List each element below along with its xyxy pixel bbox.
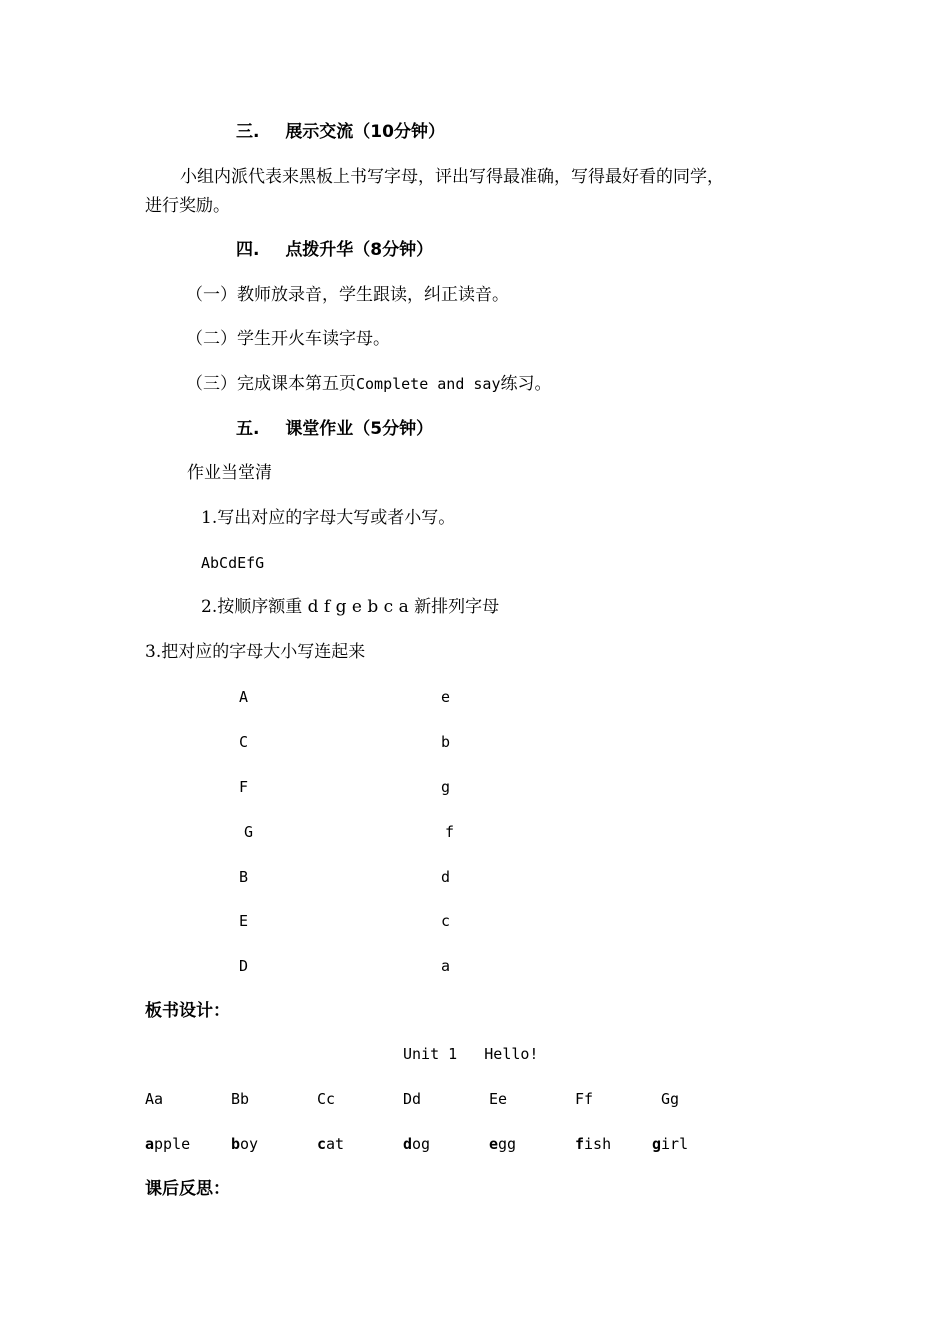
board-letter-pair: Cc bbox=[317, 1090, 336, 1108]
board-word-first: g bbox=[652, 1135, 662, 1153]
board-label: 板书设计： bbox=[145, 1001, 230, 1021]
board-word bbox=[145, 1133, 190, 1155]
section5-task2: 2.按顺序额重 d f g e b c a 新排列字母 bbox=[201, 597, 500, 617]
section4-heading-text: 点拨升华（8分钟） bbox=[285, 240, 434, 260]
section5-task1: 1.写出对应的字母大写或者小写。 bbox=[201, 508, 456, 528]
section3-para-line1: 小组内派代表来黑板上书写字母，评出写得最准确，写得最好看的同学， bbox=[180, 167, 724, 187]
match-upper-item: E bbox=[239, 912, 249, 930]
section4-heading bbox=[236, 239, 433, 261]
board-letter-pair: Aa bbox=[145, 1090, 164, 1108]
board-word-first: e bbox=[489, 1135, 499, 1153]
board-word bbox=[317, 1133, 344, 1155]
section4-item3 bbox=[186, 373, 552, 395]
match-upper-item: C bbox=[239, 733, 249, 751]
section5-heading-text: 课堂作业（5分钟） bbox=[285, 419, 434, 439]
board-word-first: a bbox=[145, 1135, 155, 1153]
match-lower-item: e bbox=[441, 688, 451, 706]
board-letter-pair: Ff bbox=[575, 1090, 594, 1108]
match-lower-item: d bbox=[441, 868, 451, 886]
board-word-rest: og bbox=[412, 1135, 431, 1153]
board-letter-pair: Bb bbox=[231, 1090, 250, 1108]
match-upper-item: D bbox=[239, 957, 249, 975]
section4-item3-en: Complete and say bbox=[356, 375, 501, 393]
board-word-first: d bbox=[403, 1135, 413, 1153]
match-upper-item: B bbox=[239, 868, 249, 886]
section4-item3-pre: （三）完成课本第五页 bbox=[186, 374, 356, 394]
board-word-first: b bbox=[231, 1135, 241, 1153]
board-word bbox=[652, 1133, 688, 1155]
board-word bbox=[231, 1133, 258, 1155]
board-word bbox=[489, 1133, 516, 1155]
reflection-label: 课后反思： bbox=[145, 1179, 230, 1199]
match-upper-item: G bbox=[244, 823, 254, 841]
board-word-rest: gg bbox=[498, 1135, 517, 1153]
section4-item2: （二）学生开火车读字母。 bbox=[186, 329, 390, 349]
board-title: Unit 1 Hello! bbox=[403, 1045, 539, 1063]
board-word bbox=[575, 1133, 611, 1155]
board-word-rest: at bbox=[326, 1135, 345, 1153]
section4-item1: （一）教师放录音，学生跟读，纠正读音。 bbox=[186, 285, 509, 305]
section5-task3: 3.把对应的字母大小写连起来 bbox=[145, 642, 366, 662]
section5-task1-letters: AbCdEfG bbox=[201, 554, 265, 572]
board-word-rest: pple bbox=[154, 1135, 191, 1153]
board-word-first: c bbox=[317, 1135, 327, 1153]
match-lower-item: c bbox=[441, 912, 451, 930]
match-upper-item: A bbox=[239, 688, 249, 706]
board-letter-pair: Gg bbox=[661, 1090, 680, 1108]
board-word-rest: ish bbox=[584, 1135, 612, 1153]
section3-para-line2: 进行奖励。 bbox=[145, 196, 230, 216]
section4-item3-post: 练习。 bbox=[500, 374, 552, 394]
section4-heading-num: 四. bbox=[236, 240, 260, 260]
section5-heading-num: 五. bbox=[236, 419, 260, 439]
section3-heading-text: 展示交流（10分钟） bbox=[285, 122, 445, 142]
board-letter-pair: Ee bbox=[489, 1090, 508, 1108]
match-lower-item: g bbox=[441, 778, 451, 796]
match-upper-item: F bbox=[239, 778, 249, 796]
section3-heading-num: 三. bbox=[236, 122, 260, 142]
section5-intro: 作业当堂清 bbox=[187, 463, 272, 483]
match-lower-item: f bbox=[445, 823, 455, 841]
board-word-first: f bbox=[575, 1135, 585, 1153]
board-word-rest: irl bbox=[661, 1135, 689, 1153]
board-word-rest: oy bbox=[240, 1135, 259, 1153]
match-lower-item: b bbox=[441, 733, 451, 751]
board-word bbox=[403, 1133, 430, 1155]
section3-heading bbox=[236, 121, 445, 143]
section5-heading bbox=[236, 418, 433, 440]
board-letter-pair: Dd bbox=[403, 1090, 422, 1108]
match-lower-item: a bbox=[441, 957, 451, 975]
